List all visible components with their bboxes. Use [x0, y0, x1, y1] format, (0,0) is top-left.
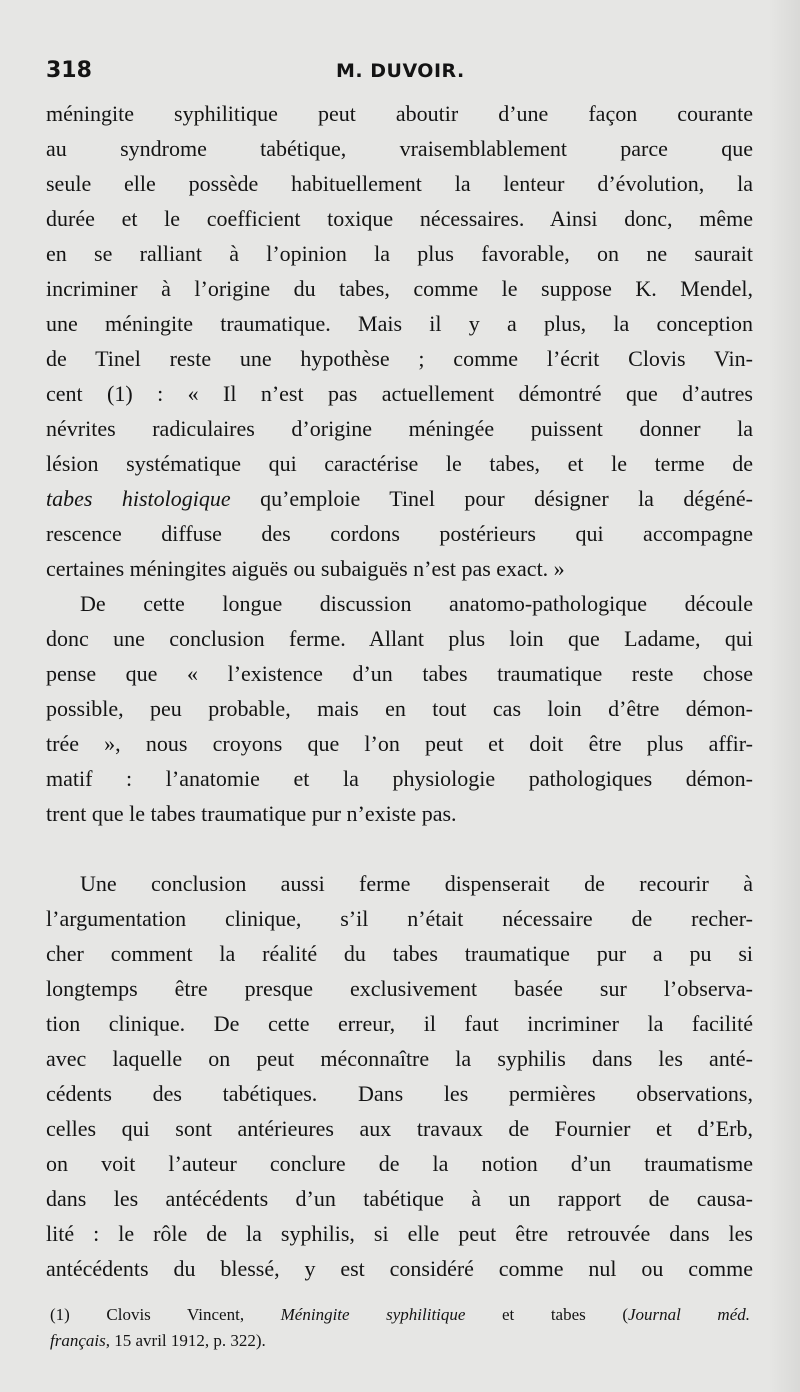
- text-line: incriminer à l’origine du tabes, comme le suppose K. Mendel,: [46, 276, 753, 301]
- running-head: M. DUVOIR.: [336, 60, 465, 82]
- text-line: cher comment la réalité du tabes traumatique pur a pu si: [46, 941, 753, 966]
- text-line: en se ralliant à l’opinion la plus favorable, on ne saurait: [46, 241, 753, 266]
- footnote-title: Méningite syphilitique: [280, 1305, 466, 1324]
- page-number: 318: [46, 58, 92, 83]
- body-text: [46, 96, 753, 1286]
- text-line: rescence diffuse des cordons postérieurs qui accompagne: [46, 521, 753, 546]
- footnote-journal: Journal méd.: [627, 1305, 750, 1324]
- text-line: méningite syphilitique peut aboutir d’une façon courante: [46, 101, 753, 126]
- text-line: pense que « l’existence d’un tabes traumatique reste chose: [46, 661, 753, 686]
- footnote-text: (1) Clovis Vincent,: [50, 1305, 281, 1324]
- text-line: tion clinique. De cette erreur, il faut incriminer la facilité: [46, 1011, 753, 1036]
- text-line: dans les antécédents d’un tabétique à un rapport de causa-: [46, 1186, 753, 1211]
- text-line: on voit l’auteur conclure de la notion d’un traumatisme: [46, 1151, 753, 1176]
- text-line: seule elle possède habituellement la lenteur d’évolution, la: [46, 171, 753, 196]
- text-line: antécédents du blessé, y est considéré comme nul ou comme: [46, 1256, 753, 1281]
- text-line: l’argumentation clinique, s’il n’était nécessaire de recher-: [46, 906, 753, 931]
- footnote-text: et tabes (: [465, 1305, 628, 1324]
- text-line: cédents des tabétiques. Dans les permières observations,: [46, 1081, 753, 1106]
- text-line: trée », nous croyons que l’on peut et doit être plus affir-: [46, 731, 753, 756]
- text-line: névrites radiculaires d’origine méningée puissent donner la: [46, 416, 753, 441]
- text-line-italic-term: [46, 481, 753, 516]
- text-line: longtemps être presque exclusivement basée sur l’observa-: [46, 976, 753, 1001]
- text-line: possible, peu probable, mais en tout cas loin d’être démon-: [46, 696, 753, 721]
- italic-term: tabes histologique: [46, 486, 231, 511]
- footnote-journal: français: [50, 1331, 106, 1350]
- text-span: qu’emploie Tinel pour désigner la dégéné-: [230, 486, 753, 511]
- paragraph-3: [46, 866, 753, 1286]
- text-line: matif : l’anatomie et la physiologie pathologiques démon-: [46, 766, 753, 791]
- text-line: De cette longue discussion anatomo-pathologique découle: [80, 591, 753, 616]
- paragraph-2: [46, 586, 753, 831]
- text-line: celles qui sont antérieures aux travaux de Fournier et d’Erb,: [46, 1116, 753, 1141]
- text-line: Une conclusion aussi ferme dispenserait de recourir à: [80, 871, 753, 896]
- text-line: avec laquelle on peut méconnaître la syphilis dans les anté-: [46, 1046, 753, 1071]
- text-line: une méningite traumatique. Mais il y a plus, la conception: [46, 311, 753, 336]
- text-line: cent (1) : « Il n’est pas actuellement démontré que d’autres: [46, 381, 753, 406]
- footnote-line: [50, 1302, 750, 1328]
- text-line: certaines méningites aiguës ou subaiguës n’est pas exact. »: [46, 556, 565, 581]
- paragraph-1: [46, 96, 753, 586]
- text-line: donc une conclusion ferme. Allant plus loin que Ladame, qui: [46, 626, 753, 651]
- page-header: [46, 50, 750, 92]
- footnote-text: , 15 avril 1912, p. 322).: [105, 1331, 266, 1350]
- text-line: lésion systématique qui caractérise le tabes, et le terme de: [46, 451, 753, 476]
- paragraph-gap: [46, 831, 753, 866]
- footnote-line: [50, 1328, 750, 1354]
- footnote: [50, 1302, 750, 1354]
- text-line: de Tinel reste une hypothèse ; comme l’écrit Clovis Vin-: [46, 346, 753, 371]
- text-line: au syndrome tabétique, vraisemblablement parce que: [46, 136, 753, 161]
- text-line: durée et le coefficient toxique nécessaires. Ainsi donc, même: [46, 206, 753, 231]
- text-line: lité : le rôle de la syphilis, si elle peut être retrouvée dans les: [46, 1221, 753, 1246]
- text-line: trent que le tabes traumatique pur n’existe pas.: [46, 801, 457, 826]
